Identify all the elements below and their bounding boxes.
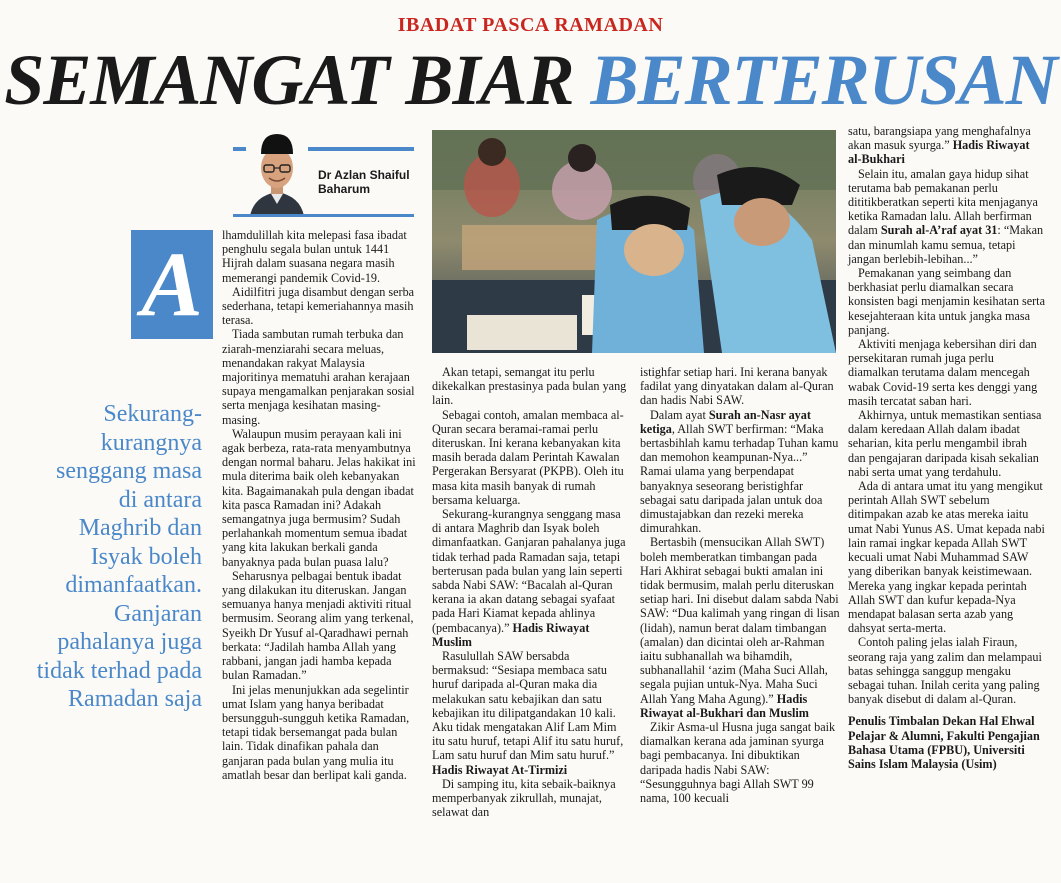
paragraph: Di samping itu, kita sebaik-baiknya memperbanyak zikrullah, munajat, selawat dan: [432, 776, 616, 820]
paragraph: Ini jelas menunjukkan ada segelintir umat Islam yang hanya beribadat bersungguh-sungguh ketika Ramadan, tetapi tidak bersemangat pada bulan lain. Tidak dinafikan pahala dan ganjaran pada bulan yang mulia itu amatlah besar dan berlipat kali ganda.: [222, 682, 410, 782]
paragraph: Sebagai contoh, amalan membaca al-Quran secara beramai-ramai perlu diteruskan. Ini kerana kebanyakan kita masih berada dalam Perintah Kawalan Pergerakan Bersyarat (PKPB). Oleh itu masa kita masih banyak di rumah bersama keluarga.: [432, 407, 624, 507]
headline-part1: SEMANGAT BIAR: [4, 40, 574, 120]
kicker: IBADAT PASCA RAMADAN: [397, 14, 664, 36]
author-name: Dr Azlan Shaiful Baharum: [318, 168, 410, 196]
paragraph-text: Selain itu, amalan gaya hidup sihat terutama bab pemakanan perlu dititikberatkan seperti kita menjaganya ketika Ramadan lalu. Allah berfirman dalam: [848, 166, 1038, 238]
paragraph-text: Rasulullah SAW bersabda bermaksud: “Sesiapa membaca satu huruf daripada al-Quran maka dia melakukan satu kebajikan dan satu kebajikan itu dilipatgandakan 10 kali. Aku tidak mengatakan Alif Lam Mim itu satu huruf, tetapi Alif itu satu huruf, Lam satu huruf dan Mim satu huruf.”: [432, 649, 624, 763]
paragraph: Contoh paling jelas ialah Firaun, seorang raja yang zalim dan melampaui batas sehingga sanggup mengaku sebagai tuhan. Inilah cerita yang paling banyak disebut di dalam al-Quran.: [848, 635, 1042, 707]
paragraph: Zikir Asma-ul Husna juga sangat baik diamalkan kerana ada jaminan syurga bagi pembacanya. Ini dibuktikan daripada hadis Nabi SAW: “Sesungguhnya bagi Allah SWT 99 nama, 100 kecuali: [640, 720, 836, 806]
author-rule-bottom: [233, 214, 414, 217]
article-column-4: [848, 124, 1046, 771]
hadith-citation: Hadis Riwayat al-Bukhari dan Muslim: [640, 691, 809, 720]
paragraph: istighfar setiap hari. Ini kerana banyak fadilat yang dinyatakan dalam al-Quran dan hadis Nabi SAW.: [640, 365, 834, 408]
article-column-3: [640, 365, 840, 805]
paragraph-text: satu, barangsiapa yang menghafalnya akan masuk syurga.”: [848, 124, 1031, 153]
paragraph-text: : “Makan dan minumlah kamu semua, tetapi jangan berlebih-lebihan...”: [848, 223, 1044, 266]
paragraph: Akhirnya, untuk memastikan sentiasa dalam keredaan Allah dalam ibadat seharian, kita perlu mengambil ibrah dan pengajaran daripada kisah sekalian nabi serta umat yang terdahulu.: [848, 408, 1042, 479]
paragraph: Aidilfitri juga disambut dengan serba sederhana, tetapi kemeriahannya masih terasa.: [222, 284, 415, 328]
paragraph: Seharusnya pelbagai bentuk ibadat yang dilakukan itu diteruskan. Jangan semuanya hanya menjadi aktiviti ritual bermusim. Seorang alim yang terkenal, Syeikh Dr Yusuf al-Qaradhawi pernah berkata: “Jadilah hamba Allah yang rabbani, jangan jadi hamba kepada bulan Ramadan.”: [222, 568, 414, 683]
paragraph: Pemakanan yang seimbang dan berkhasiat perlu diamalkan secara konsisten bagi menjamin kesihatan serta kesejahteraan kita untuk jangka masa panjang.: [848, 266, 1045, 337]
paragraph: [432, 649, 628, 777]
paragraph: [640, 408, 840, 536]
hadith-citation: Hadis Riwayat al-Bukhari: [848, 138, 1030, 167]
article-column-2: [432, 365, 628, 820]
paragraph: [432, 507, 628, 649]
surah-citation: Surah al-A’raf ayat 31: [880, 223, 998, 238]
pull-quote: Sekurang-kurangnya senggang masa di antara Maghrib dan Isyak boleh dimanfaatkan. Ganjaran pahalanya juga tidak terhad pada Ramadan saja: [36, 401, 202, 712]
paragraph-text: Bertasbih (mensucikan Allah SWT) boleh memberatkan timbangan pada Hari Akhirat sebagai bukti amalan ini tidak bermusim, malah perlu diteruskan setiap hari. Ini disebut dalam sabda Nabi SAW: “Dua kalimah yang ringan di lisan (lidah), namun berat dalam timbangan (amalan) dan dicintai oleh ar-Rahman iaitu subhanallah wa bihamdih, subhanallahil ‘azim (Maha Suci Allah, segala pujian untuk-Nya. Maha Suci Allah Yang Maha Agung).”: [640, 535, 840, 706]
headline-part2: BERTERUSAN: [590, 40, 1057, 120]
paragraph: Akan tetapi, semangat itu perlu dikekalkan prestasinya pada bulan yang lain.: [432, 365, 627, 408]
headline: [0, 40, 1061, 120]
paragraph: [848, 167, 1046, 266]
hadith-citation: Hadis Riwayat Muslim: [432, 620, 590, 649]
author-photo: [246, 128, 308, 216]
article-photo: [432, 130, 836, 353]
paragraph-text: , Allah SWT berfirman: “Maka bertasbihlah kamu terhadap Tuhan kamu dan memohon keampunan-Nya...” Ramai ulama yang berpendapat banyaknya seseorang beristighfar sebagai satu daripada jalan untuk doa dimustajabkan dan rezeki mereka dimurahkan.: [640, 421, 839, 536]
article-column-1: [222, 228, 416, 782]
paragraph: Walaupun musim perayaan kali ini agak berbeza, rata-rata menyambutnya dengan normal baharu. Jelas hakikat ini mula diterima baik oleh kebanyakan kita. Bagaimanakah pula dengan ibadat kita pasca Ramadan ini? Adakah semangatnya juga bermusim? Sudah perlahankah momentum semua ibadat yang kita lakukan berkali ganda banyaknya pada bulan puasa lalu?: [222, 426, 416, 569]
paragraph: [640, 535, 840, 720]
paragraph: Tiada sambutan rumah terbuka dan ziarah-menziarahi secara meluas, menandakan rakyat Malaysia majoritinya mematuhi arahan kerajaan supaya mengamalkan penjarakan sosial serta menjaga kesihatan masing-masing.: [222, 327, 415, 427]
drop-cap: A: [131, 230, 213, 339]
paragraph-text: Dalam ayat: [650, 407, 706, 422]
author-credit: Penulis Timbalan Dekan Hal Ehwal Pelajar & Alumni, Fakulti Pengajian Bahasa Utama (FPBU), Universiti Sains Islam Malaysia (Usim): [848, 714, 1040, 771]
paragraph: lhamdulillah kita melepasi fasa ibadat penghulu segala bulan untuk 1441 Hijrah dalam suasana negara masih memerangi pandemik Covid-19.: [222, 228, 407, 285]
paragraph: [848, 124, 1046, 167]
hadith-citation: Hadis Riwayat At-Tirmizi: [432, 762, 568, 777]
paragraph: Aktiviti menjaga kebersihan diri dan persekitaran rumah juga perlu diamalkan terutama dalam mencegah wabak Covid-19 serta kes denggi yang masih tercatat saban hari.: [848, 337, 1038, 408]
paragraph: Ada di antara umat itu yang mengikut perintah Allah SWT sebelum ditimpakan azab ke atas mereka iaitu umat Nabi Yunus AS. Umat kepada nabi lain ramai ingkar kepada Allah SWT kecuali umat Nabi Muhammad SAW yang diberikan banyak keistimewaan. Mereka yang ingkar kepada perintah Allah SWT dan kufur kepada-Nya mendapat balasan serta azab yang dahsyat serta-merta.: [848, 479, 1045, 636]
surah-citation: Surah an-Nasr ayat ketiga: [640, 407, 811, 436]
paragraph-text: Sekurang-kurangnya senggang masa di antara Maghrib dan Isyak boleh dimanfaatkan. Ganjaran pahalanya juga tidak terhad pada Ramadan saja, tetapi berterusan pada bulan yang lain seperti sabda Nabi SAW: “Bacalah al-Quran kerana ia akan datang sebagai syafaat pada Hari Kiamat kepada ahlinya (pembacanya).”: [432, 507, 626, 635]
